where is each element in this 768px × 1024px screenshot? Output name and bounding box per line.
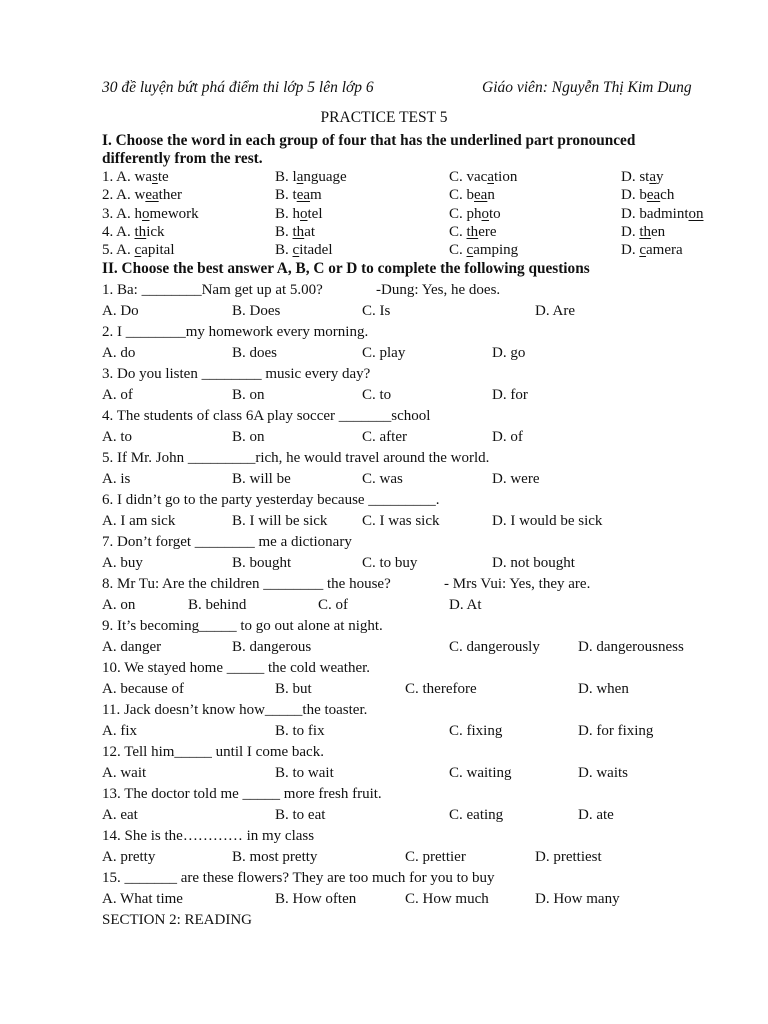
answer-option[interactable]: D. dangerousness [578,639,684,655]
answer-option[interactable]: B. bought [232,555,292,571]
question-text: 11. Jack doesn’t know how_____the toaster. [102,702,368,718]
answer-option[interactable]: D. for [492,387,528,403]
answer-option[interactable]: C. eating [449,807,504,823]
answer-option[interactable]: B. I will be sick [232,513,328,529]
option: D. stay [621,169,664,185]
question-text: 1. Ba: ________Nam get up at 5.00? [102,282,323,298]
answer-option[interactable]: B. but [275,681,312,697]
option: 5. A. capital [102,242,175,258]
answer-option[interactable]: B. on [232,429,265,445]
answer-option[interactable]: B. to wait [275,765,334,781]
question-text: 3. Do you listen ________ music every day? [102,366,371,382]
answer-option[interactable]: B. does [232,345,277,361]
answer-option[interactable]: B. on [232,387,265,403]
question-text: 2. I ________my homework every morning. [102,324,369,340]
answer-option[interactable]: C. to [362,387,392,403]
option: 1. A. waste [102,169,169,185]
answer-option[interactable]: C. after [362,429,407,445]
reading-section-heading: SECTION 2: READING [102,912,252,928]
answer-option[interactable]: D. ate [578,807,614,823]
option: B. citadel [275,242,333,258]
answer-option[interactable]: D. for fixing [578,723,654,739]
answer-option[interactable]: A. eat [102,807,138,823]
answer-option[interactable]: D. waits [578,765,628,781]
answer-option[interactable]: A. fix [102,723,137,739]
answer-option[interactable]: C. of [318,597,348,613]
answer-option[interactable]: D. I would be sick [492,513,603,529]
question-text: 7. Don’t forget ________ me a dictionary [102,534,352,550]
answer-option[interactable]: A. do [102,345,136,361]
option: B. hotel [275,206,323,222]
answer-option[interactable]: B. dangerous [232,639,312,655]
option: B. that [275,224,316,240]
question-text: 5. If Mr. John _________rich, he would travel around the world. [102,450,490,466]
answer-option[interactable]: B. to eat [275,807,326,823]
option: C. bean [449,187,495,203]
option: 2. A. weather [102,187,182,203]
option: B. language [275,169,347,185]
section1-instruction-cont: differently from the rest. [102,150,263,167]
answer-option[interactable]: A. wait [102,765,147,781]
option: C. there [449,224,497,240]
answer-option[interactable]: A. is [102,471,131,487]
answer-option[interactable]: D. when [578,681,629,697]
answer-option[interactable]: A. pretty [102,849,156,865]
answer-option[interactable]: A. to [102,429,132,445]
answer-option[interactable]: D. Are [535,303,575,319]
question-reply: -Dung: Yes, he does. [376,282,501,298]
option: C. photo [449,206,501,222]
option: D. camera [621,242,683,258]
answer-option[interactable]: D. not bought [492,555,575,571]
section1-instruction: I. Choose the word in each group of four that has the underlined part pronounced [102,132,636,149]
question-text: 13. The doctor told me _____ more fresh fruit. [102,786,382,802]
question-text: 6. I didn’t go to the party yesterday because _________. [102,492,440,508]
option: D. badminton [621,206,704,222]
header-right: Giáo viên: Nguyễn Thị Kim Dung [482,79,692,96]
option: D. beach [621,187,675,203]
header-left: 30 đề luyện bứt phá điểm thi lớp 5 lên lớp 6 [102,79,374,96]
answer-option[interactable]: A. I am sick [102,513,176,529]
answer-option[interactable]: B. will be [232,471,291,487]
answer-option[interactable]: B. most pretty [232,849,318,865]
question-text: 8. Mr Tu: Are the children ________ the house? [102,576,391,592]
answer-option[interactable]: A. on [102,597,136,613]
answer-option[interactable]: C. fixing [449,723,503,739]
answer-option[interactable]: C. I was sick [362,513,440,529]
option: C. camping [449,242,519,258]
question-text: 10. We stayed home _____ the cold weather. [102,660,371,676]
answer-option[interactable]: D. were [492,471,540,487]
answer-option[interactable]: A. Do [102,303,139,319]
answer-option[interactable]: C. Is [362,303,391,319]
question-text: 12. Tell him_____ until I come back. [102,744,324,760]
answer-option[interactable]: C. dangerously [449,639,540,655]
answer-option[interactable]: A. of [102,387,133,403]
question-text: 4. The students of class 6A play soccer _______school [102,408,431,424]
answer-option[interactable]: A. danger [102,639,162,655]
answer-option[interactable]: B. Does [232,303,281,319]
option: D. then [621,224,666,240]
answer-option[interactable]: B. to fix [275,723,325,739]
answer-option[interactable]: C. waiting [449,765,512,781]
question-reply: - Mrs Vui: Yes, they are. [444,576,591,592]
option: 4. A. thick [102,224,165,240]
answer-option[interactable]: B. How often [275,891,357,907]
answer-option[interactable]: A. buy [102,555,143,571]
answer-option[interactable]: A. because of [102,681,185,697]
answer-option[interactable]: C. How much [405,891,489,907]
answer-option[interactable]: C. play [362,345,406,361]
answer-option[interactable]: C. to buy [362,555,418,571]
answer-option[interactable]: D. At [449,597,482,613]
answer-option[interactable]: D. go [492,345,526,361]
answer-option[interactable]: C. therefore [405,681,477,697]
answer-option[interactable]: D. How many [535,891,620,907]
answer-option[interactable]: B. behind [188,597,247,613]
page-title: PRACTICE TEST 5 [320,109,448,126]
answer-option[interactable]: D. of [492,429,523,445]
option: C. vacation [449,169,518,185]
question-text: 14. She is the………… in my class [102,828,315,844]
answer-option[interactable]: D. prettiest [535,849,602,865]
answer-option[interactable]: C. prettier [405,849,466,865]
option: B. team [275,187,322,203]
question-text: 9. It’s becoming_____ to go out alone at night. [102,618,383,634]
answer-option[interactable]: A. What time [102,891,183,907]
section2-instruction: II. Choose the best answer A, B, C or D to complete the following questions [102,260,590,277]
question-text: 15. _______ are these flowers? They are too much for you to buy [102,870,495,886]
option: 3. A. homework [102,206,199,222]
answer-option[interactable]: C. was [362,471,403,487]
